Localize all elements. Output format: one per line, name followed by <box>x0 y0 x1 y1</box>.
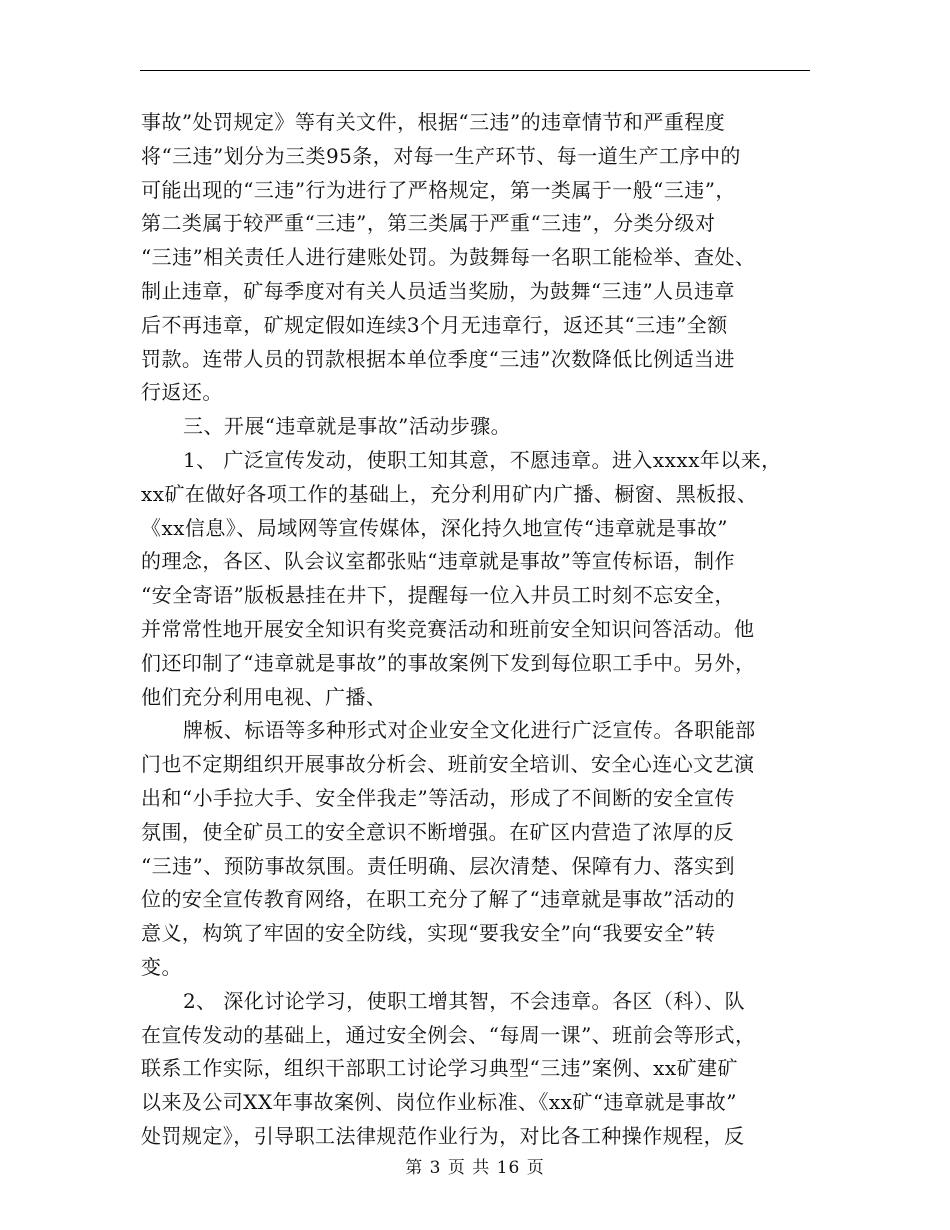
text-line: 事故”处罚规定》等有关文件，根据“三违”的违章情节和严重程度 <box>141 110 726 134</box>
text-line: “三违”、预防事故氛围。责任明确、层次清楚、保障有力、落实到 <box>141 853 735 878</box>
text-line: “三违”相关责任人进行建账处罚。为鼓舞每一名职工能检举、查处、 <box>141 245 756 270</box>
text-line: 他们充分利用电视、广播、 <box>141 684 387 709</box>
text-line: 牌板、标语等多种形式对企业安全文化进行广泛宣传。各职能部 <box>183 718 756 743</box>
text-line: 行返还。 <box>141 380 223 405</box>
text-line: 联系工作实际，组织干部职工讨论学习典型“三违”案例、xx矿建矿 <box>141 1056 738 1081</box>
text-line: 罚款。连带人员的罚款根据本单位季度“三违”次数降低比例适当进 <box>141 346 735 371</box>
text-line: “安全寄语”版板悬挂在井下，提醒每一位入井员工时刻不忘安全， <box>141 583 735 608</box>
text-line: 三、开展“违章就是事故”活动步骤。 <box>183 414 512 439</box>
text-line: 《xx信息》、局域网等宣传媒体，深化持久地宣传“违章就是事故” <box>141 515 728 540</box>
text-line: 将“三违”划分为三类95条，对每一生产环节、每一道生产工序中的 <box>141 143 741 168</box>
text-line: xx矿在做好各项工作的基础上，充分利用矿内广播、橱窗、黑板报、 <box>141 481 758 506</box>
text-line: 氛围，使全矿员工的安全意识不断增强。在矿区内营造了浓厚的反 <box>141 819 735 844</box>
text-line: 以来及公司XX年事故案例、岗位作业标准、《xx矿“违章就是事故” <box>141 1090 737 1115</box>
text-line: 可能出现的“三违”行为进行了严格规定，第一类属于一般“三违”， <box>141 177 736 202</box>
page-number-footer: 第 3 页 共 16 页 <box>405 1158 545 1178</box>
text-line: 出和“小手拉大手、安全伴我走”等活动，形成了不间断的安全宣传 <box>141 785 735 810</box>
text-line: 第二类属于较严重“三违”，第三类属于严重“三违”，分类分级对 <box>141 211 716 236</box>
text-line: 并常常性地开展安全知识有奖竞赛活动和班前安全知识问答活动。他 <box>141 616 755 641</box>
text-line: 意义，构筑了牢固的安全防线，实现“要我安全”向“我要安全”转 <box>141 921 716 946</box>
header-rule <box>140 70 810 71</box>
text-line: 们还印制了“违章就是事故”的事故案例下发到每位职工手中。另外， <box>141 650 756 675</box>
text-line: 处罚规定》，引导职工法律规范作业行为，对比各工种操作规程，反 <box>141 1123 745 1148</box>
text-line: 制止违章，矿每季度对有关人员适当奖励，为鼓舞“三违”人员违章 <box>141 278 735 303</box>
text-line: 的理念，各区、队会议室都张贴“违章就是事故”等宣传标语，制作 <box>141 549 735 574</box>
text-line: 变。 <box>141 954 182 979</box>
text-line: 门也不定期组织开展事故分析会、班前安全培训、安全心连心文艺演 <box>141 752 755 777</box>
document-body <box>141 106 821 1154</box>
text-line: 1、 广泛宣传发动，使职工知其意，不愿违章。进入xxxx年以来， <box>183 447 782 472</box>
text-line: 在宣传发动的基础上，通过安全例会、“每周一课”、班前会等形式， <box>141 1022 756 1047</box>
text-line: 后不再违章，矿规定假如连续3个月无违章行，返还其“三违”全额 <box>141 312 728 337</box>
text-line: 位的安全宣传教育网络，在职工充分了解了“违章就是事故”活动的 <box>141 887 735 912</box>
text-line: 2、 深化讨论学习，使职工增其智，不会违章。各区（科）、队 <box>183 988 746 1013</box>
